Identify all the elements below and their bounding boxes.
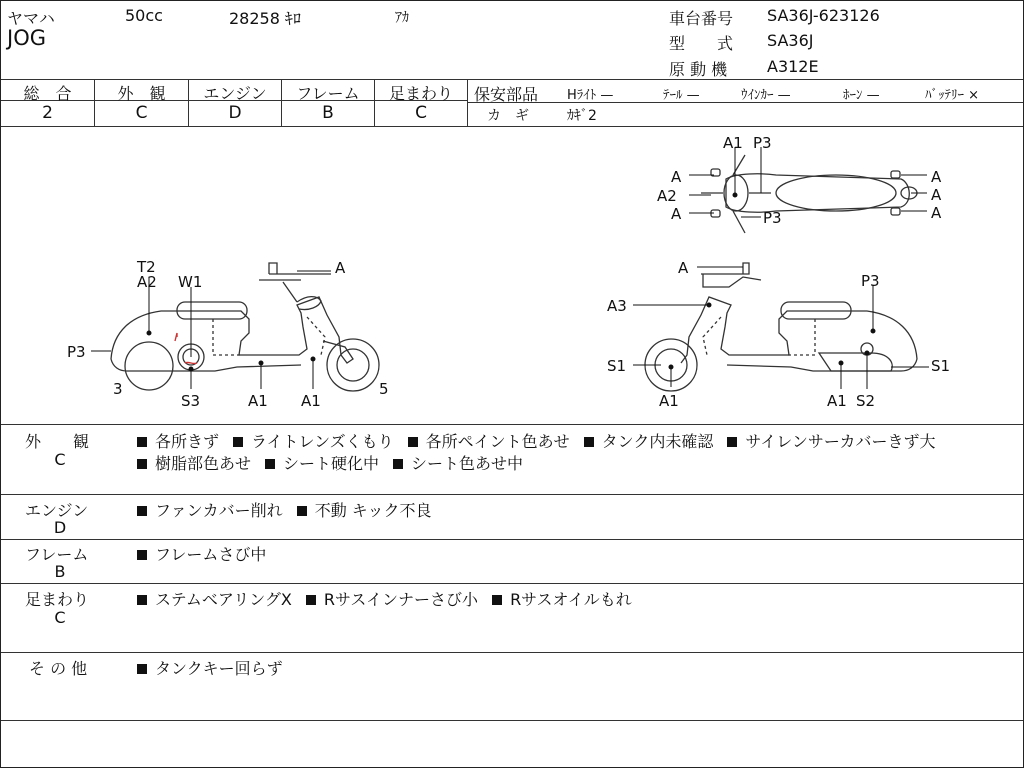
divider [467,79,468,126]
label-top-a: A [671,168,682,186]
damage-diagram [1,127,1023,425]
remark-note: タンク内未確認 [584,432,714,451]
grade-suspension-label: 足まわり [388,84,453,103]
type-value: SA36J [767,31,814,50]
type-label: 型 式 [669,34,734,53]
key-label: カ ギ [487,108,529,124]
remark-category-engine: エンジン [25,501,89,520]
leader-lines [91,147,929,389]
safety-horn: ﾎｰﾝ — [843,88,880,103]
remark-grade-suspension: C [54,608,66,627]
remark-notes-exterior-line1 [137,429,950,452]
divider [1,494,1023,495]
divider [1,583,1023,584]
label-top-a2: A2 [657,187,677,205]
label-right-s1: S1 [931,357,951,375]
remark-category-other: そ の 他 [29,659,88,678]
bullet-icon [137,595,147,605]
label-right-a3: A3 [607,297,627,315]
label-top-a: A [931,204,942,222]
divider [1,424,1023,425]
grade-frame-value: B [322,103,334,123]
label-left-5: 5 [379,380,389,398]
bullet-icon [727,437,737,447]
label-left-3: 3 [113,380,123,398]
label-right-s1: S1 [607,357,627,375]
label-left-s3: S3 [181,392,201,410]
remark-note: ライトレンズくもり [233,432,394,451]
grade-suspension-value: C [415,103,427,123]
grade-frame-label: フレーム [296,84,360,103]
grade-exterior-label: 外 観 [117,84,166,103]
remark-notes-engine [137,498,445,521]
remark-notes-other [137,656,297,679]
label-top-a: A [931,168,942,186]
frame-no: SA36J-623126 [767,6,880,25]
bullet-icon [306,595,316,605]
grade-total-label: 総 合 [23,84,72,103]
grade-engine-value: D [228,103,242,123]
divider [1,539,1023,540]
remark-note: Rサスインナーさび小 [306,590,478,609]
remark-note: ファンカバー削れ [137,501,283,520]
safety-battery: ﾊﾞｯﾃﾘｰ × [925,88,980,103]
label-right-s2: S2 [856,392,876,410]
label-top-p3: P3 [763,209,782,227]
bullet-icon [233,437,243,447]
label-right-p3: P3 [861,272,880,290]
remark-note: シート硬化中 [265,454,379,473]
bullet-icon [137,664,147,674]
remark-category-suspension: 足まわり [25,590,90,609]
safety-tail: ﾃｰﾙ — [663,88,700,103]
bullet-icon [265,459,275,469]
label-left-t2: T2 [137,258,156,276]
remark-grade-exterior: C [54,450,66,469]
remark-notes-suspension [137,587,646,610]
label-left-p3: P3 [67,343,86,361]
label-left-a2: A2 [137,273,157,291]
remark-note: シート色あせ中 [393,454,523,473]
label-left-a1: A1 [248,392,268,410]
safety-label: 保安部品 [474,85,539,104]
remark-note: タンクキー回らず [137,659,283,678]
remark-note: フレームさび中 [137,545,266,564]
remark-category-exterior: 外 観 [25,432,90,451]
grade-total-value: 2 [42,103,53,123]
remark-note: 各所きず [137,432,219,451]
engine-label: 原 動 機 [669,60,728,79]
bullet-icon [137,506,147,516]
mileage: 28258 ｷﾛ [229,9,301,28]
remark-category-frame: フレーム [25,545,89,564]
bullet-icon [393,459,403,469]
label-left-w1: W1 [178,273,203,291]
remark-note: 樹脂部色あせ [137,454,251,473]
label-top-a1: A1 [723,134,743,152]
remark-grade-frame: B [54,562,66,581]
divider [1,652,1023,653]
remark-notes-frame [137,542,280,565]
maker: ヤマハ [7,9,55,28]
divider [1,79,1023,80]
divider [1,720,1023,721]
bullet-icon [584,437,594,447]
safety-headlight: Hﾗｲﾄ — [567,88,614,103]
bullet-icon [137,459,147,469]
label-top-a: A [931,186,942,204]
frame-no-label: 車台番号 [669,9,734,28]
bullet-icon [137,550,147,560]
label-right-a1: A1 [827,392,847,410]
label-right-a1: A1 [659,392,679,410]
engine-value: A312E [767,57,819,76]
label-right-a: A [678,259,689,277]
bullet-icon [137,437,147,447]
remark-note: サイレンサーカバーきず大 [727,432,935,451]
key-value: ｶｷﾞ2 [567,108,597,124]
safety-winker: ｳｲﾝｶｰ — [741,88,791,103]
grade-exterior-value: C [135,103,148,123]
label-left-a1: A1 [301,392,321,410]
bullet-icon [492,595,502,605]
model-name: JOG [7,26,46,50]
remark-grade-engine: D [53,518,67,537]
remark-note: 不動 キック不良 [297,501,432,520]
bullet-icon [297,506,307,516]
label-top-a: A [671,205,682,223]
color: ｱｶ [395,10,409,26]
label-left-a: A [335,259,346,277]
remark-note: ステムベアリングX [137,590,292,609]
grade-engine-label: エンジン [203,84,267,103]
label-top-p3: P3 [753,134,772,152]
remark-notes-exterior-line2 [137,451,537,474]
displacement: 50cc [125,6,163,25]
remark-note: 各所ペイント色あせ [408,432,570,451]
bullet-icon [408,437,418,447]
remark-note: Rサスオイルもれ [492,590,632,609]
